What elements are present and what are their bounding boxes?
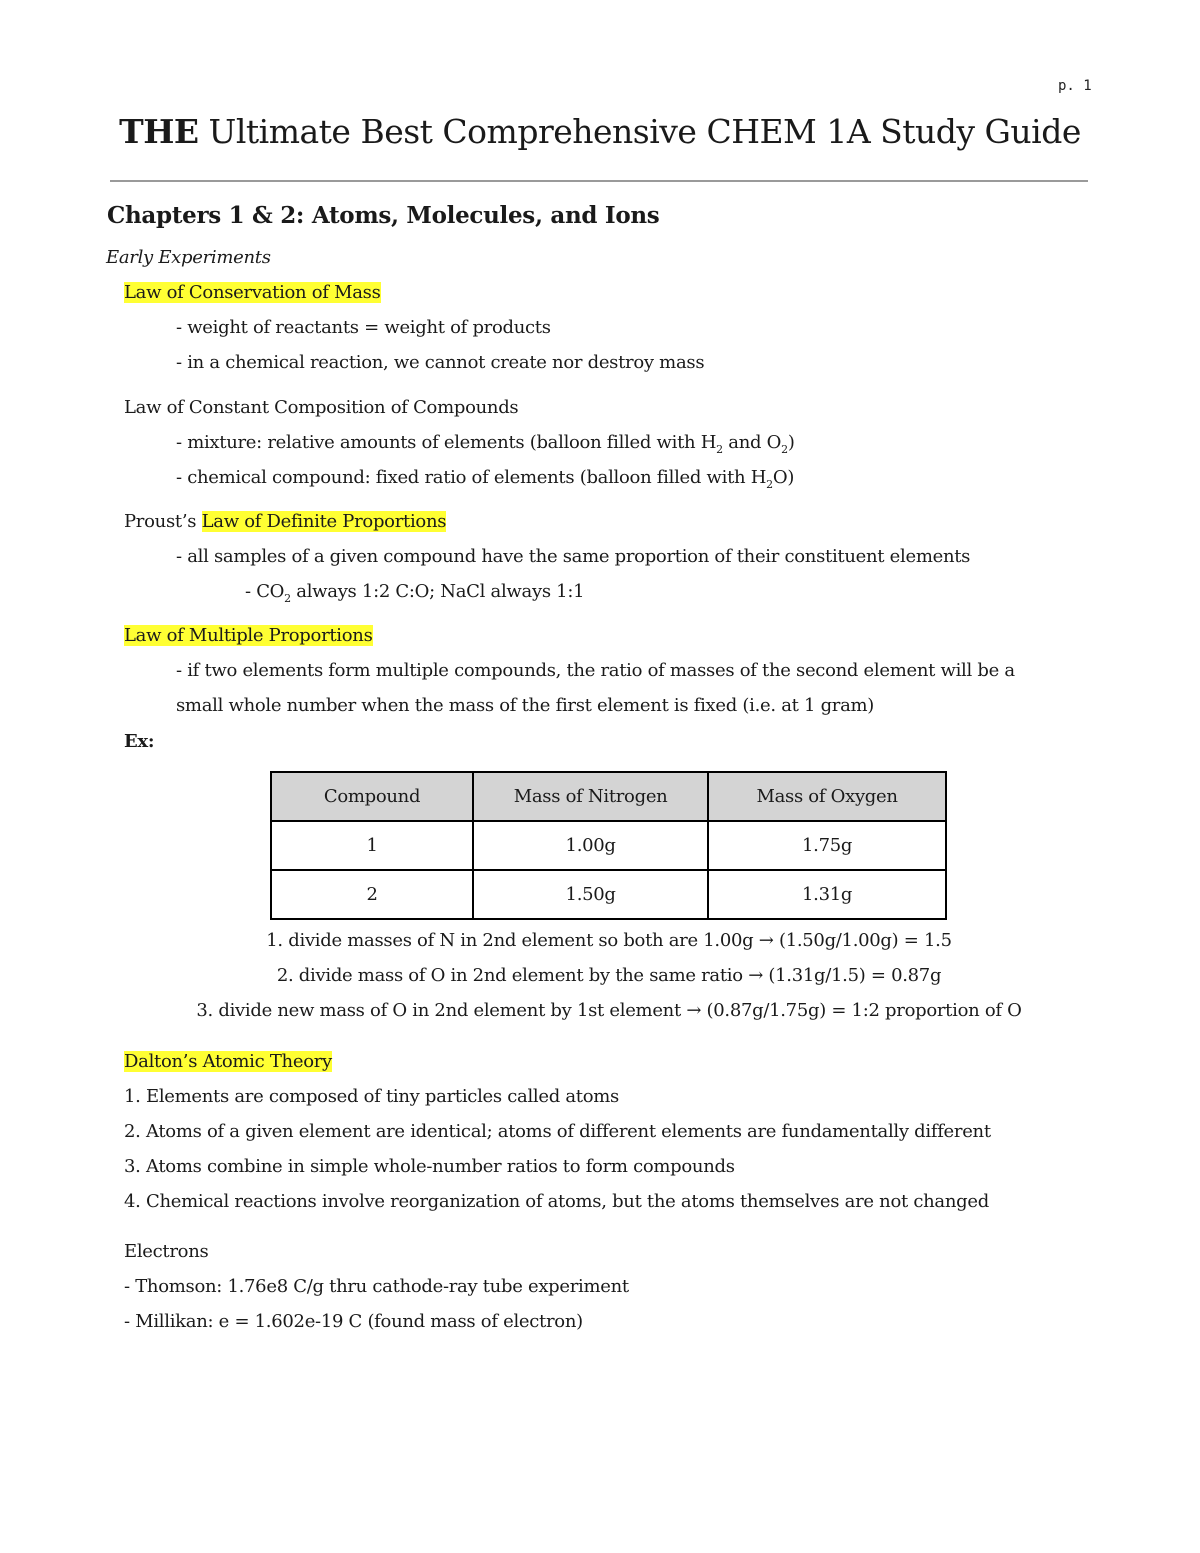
law-constant-composition-heading: Law of Constant Composition of Compounds — [124, 397, 519, 418]
law-definite-highlight: Law of Definite Proportions — [201, 511, 447, 532]
dalton-point-2: 2. Atoms of a given element are identical; atoms of different elements are fundamentally different — [124, 1121, 991, 1142]
subscript: 2 — [284, 592, 291, 605]
table-cell: 1.31g — [708, 870, 946, 919]
section-early-experiments: Early Experiments — [106, 247, 271, 268]
definite-bullet: - all samples of a given compound have the same proportion of their constituent elements — [176, 546, 971, 567]
example-label: Ex: — [124, 731, 155, 752]
mass-ratio-table — [270, 771, 947, 920]
title-divider — [110, 180, 1088, 182]
subscript: 2 — [766, 478, 773, 491]
chapter-heading: Chapters 1 & 2: Atoms, Molecules, and Ions — [107, 202, 660, 229]
conservation-bullet-2: - in a chemical reaction, we cannot create nor destroy mass — [176, 352, 705, 373]
example-text: - CO — [245, 581, 285, 602]
multiple-bullet-line-1: - if two elements form multiple compounds, the ratio of masses of the second element will be a — [176, 660, 1015, 681]
constant-composition-mixture — [176, 431, 795, 457]
title-rest: Ultimate Best Comprehensive CHEM 1A Study Guide — [198, 112, 1081, 151]
law-conservation-heading — [124, 281, 381, 305]
table-row — [271, 821, 946, 870]
mixture-text: and O — [722, 432, 782, 453]
conservation-bullet-1: - weight of reactants = weight of products — [176, 317, 551, 338]
mixture-text: - mixture: relative amounts of elements (balloon filled with H — [176, 432, 717, 453]
subscript: 2 — [716, 443, 723, 456]
dalton-heading — [124, 1050, 332, 1074]
example-text: always 1:2 C:O; NaCl always 1:1 — [290, 581, 585, 602]
definite-example — [245, 580, 584, 606]
table-cell: 1 — [271, 821, 473, 870]
calculation-step-1: 1. divide masses of N in 2nd element so both are 1.00g → (1.50g/1.00g) = 1.5 — [266, 930, 952, 951]
calculation-step-2: 2. divide mass of O in 2nd element by the same ratio → (1.31g/1.5) = 0.87g — [276, 965, 942, 986]
table-cell: 1.50g — [473, 870, 708, 919]
document-title — [0, 112, 1200, 151]
electrons-thomson: - Thomson: 1.76e8 C/g thru cathode-ray tube experiment — [124, 1276, 629, 1297]
title-emphasis: THE — [119, 112, 199, 151]
table-row — [271, 870, 946, 919]
calculation-step-3: 3. divide new mass of O in 2nd element by 1st element → (0.87g/1.75g) = 1:2 proportion of O — [196, 1000, 1022, 1021]
page-number: p. 1 — [1058, 78, 1092, 94]
constant-composition-compound — [176, 466, 794, 492]
law-multiple-proportions-heading — [124, 624, 373, 648]
table-cell: 1.00g — [473, 821, 708, 870]
electrons-millikan: - Millikan: e = 1.602e-19 C (found mass of electron) — [124, 1311, 583, 1332]
mixture-text: ) — [787, 432, 795, 453]
table-header-cell: Mass of Nitrogen — [473, 772, 708, 821]
electrons-heading: Electrons — [124, 1241, 209, 1262]
table-header-row — [271, 772, 946, 821]
table-header-cell: Compound — [271, 772, 473, 821]
law-definite-proportions-heading — [124, 510, 446, 534]
dalton-point-1: 1. Elements are composed of tiny particles called atoms — [124, 1086, 619, 1107]
multiple-bullet-line-2: small whole number when the mass of the first element is fixed (i.e. at 1 gram) — [176, 695, 875, 716]
law-conservation-highlight: Law of Conservation of Mass — [124, 282, 381, 303]
table-cell: 2 — [271, 870, 473, 919]
table-cell: 1.75g — [708, 821, 946, 870]
dalton-point-4: 4. Chemical reactions involve reorganization of atoms, but the atoms themselves are not changed — [124, 1191, 989, 1212]
law-multiple-highlight: Law of Multiple Proportions — [124, 625, 373, 646]
dalton-highlight: Dalton’s Atomic Theory — [124, 1051, 332, 1072]
table-header-cell: Mass of Oxygen — [708, 772, 946, 821]
definite-prefix: Proust’s — [124, 511, 202, 532]
compound-text: - chemical compound: fixed ratio of elements (balloon filled with H — [176, 467, 767, 488]
subscript: 2 — [781, 443, 788, 456]
dalton-point-3: 3. Atoms combine in simple whole-number ratios to form compounds — [124, 1156, 735, 1177]
compound-text: O) — [772, 467, 795, 488]
